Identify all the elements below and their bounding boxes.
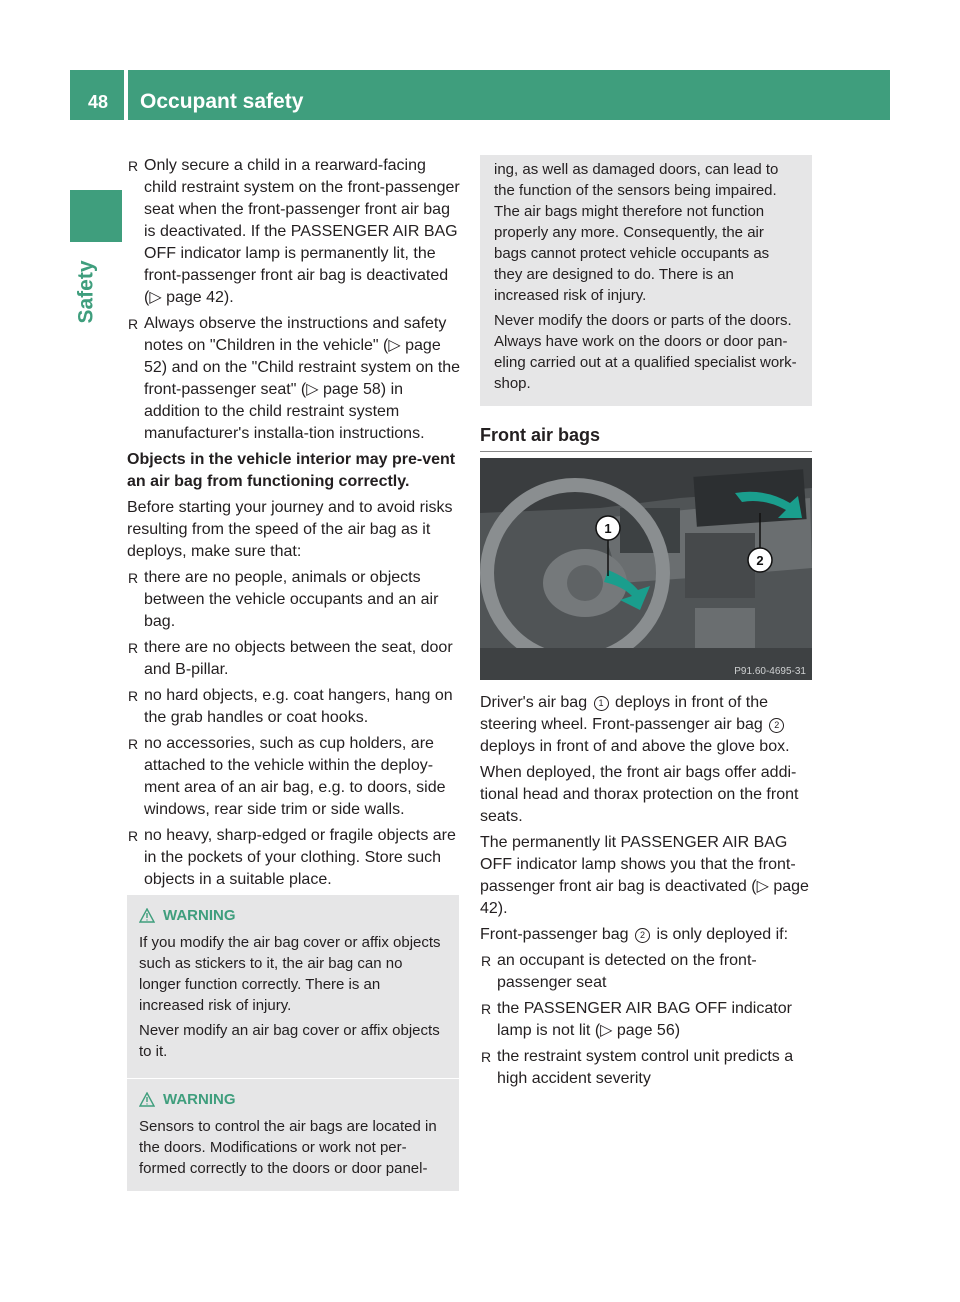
bullet-marker: R <box>128 828 139 844</box>
dashboard-illustration-icon <box>480 458 812 680</box>
list-item <box>127 825 461 891</box>
side-tab-label: Safety <box>74 260 98 324</box>
warning-text: ing, as well as damaged doors, can lead to the function of the sensors being impaired. The air bags might therefore not function properly any more. Consequently, the air bags cannot protect vehicle occupants as they are designed to do. There is an increased risk of injury. <box>494 161 779 304</box>
list-item <box>127 155 461 309</box>
list-item-text: no hard objects, e.g. coat hangers, hang on the grab handles or coat hooks. <box>144 687 453 726</box>
list-item <box>480 950 812 994</box>
warning-title: WARNING <box>163 1091 236 1108</box>
warning-header <box>139 1089 445 1110</box>
list-item-text: the restraint system control unit predicts a high accident severity <box>497 1048 794 1087</box>
text-span: deploys in front of the steering wheel. Front-passenger air bag <box>480 694 768 733</box>
chapter-title: Occupant safety <box>140 90 304 113</box>
left-column <box>127 155 461 895</box>
list-item-text: an occupant is detected on the front-passenger seat <box>497 952 757 991</box>
list-item-text: Always observe the instructions and safety notes on "Children in the vehicle" (▷ page 52) and on the "Child restraint system on the front-passenger seat" (▷ page 58) in addition to the child restraint system manufacturer's installa-tion instructions. <box>144 315 461 442</box>
callout-2: 2 <box>756 553 764 568</box>
warning-triangle-icon <box>139 908 155 923</box>
text-span: Front-passenger bag <box>480 926 629 943</box>
bullet-marker: R <box>481 1001 492 1017</box>
list-item-text: no heavy, sharp-edged or fragile objects are in the pockets of your clothing. Store such objects in a suitable place. <box>144 827 456 888</box>
right-column <box>480 692 812 1094</box>
page-number-block <box>70 70 124 120</box>
bullet-marker: R <box>481 953 492 969</box>
list-item-text: Only secure a child in a rearward-facing child restraint system on the front-passenger seat when the front-passenger front air bag is deactivated. If the PASSENGER AIR BAG OFF indicator lamp is permanently lit, the front-passenger front air bag is deactivated (▷ page 42). <box>144 157 460 306</box>
callout-2-symbol: 2 <box>635 928 650 943</box>
air-bag-illustration <box>480 458 812 680</box>
bullet-list <box>480 950 812 1090</box>
bullet-marker: R <box>128 688 139 704</box>
bullet-list <box>127 567 461 891</box>
bullet-list-top <box>127 155 461 445</box>
list-item-text: no accessories, such as cup holders, are attached to the vehicle within the deploy-ment area of an air bag, e.g. to doors, side windows, rear side trim or side walls. <box>144 735 446 818</box>
warning-triangle-icon <box>139 1092 155 1107</box>
warning-box <box>127 1079 459 1191</box>
warning-title: WARNING <box>163 907 236 924</box>
list-item <box>127 685 461 729</box>
bullet-marker: R <box>128 570 139 586</box>
warning-text: Never modify the doors or parts of the doors. Always have work on the doors or door pan-eling carried out at a qualified specialist work-shop. <box>494 312 797 392</box>
section-title: Front air bags <box>480 425 812 452</box>
list-item-text: the PASSENGER AIR BAG OFF indicator lamp is not lit (▷ page 56) <box>497 1000 792 1039</box>
bullet-marker: R <box>128 640 139 656</box>
callout-2-symbol: 2 <box>769 718 784 733</box>
side-tab <box>74 255 114 339</box>
callout-1-symbol: 1 <box>594 696 609 711</box>
list-item <box>127 733 461 821</box>
bold-heading: Objects in the vehicle interior may pre-vent an air bag from functioning correctly. <box>127 451 456 490</box>
text-span: deploys in front of and above the glove box. <box>480 738 790 755</box>
text-span: Driver's air bag <box>480 694 588 711</box>
list-item <box>127 313 461 445</box>
side-tab-marker <box>70 190 122 242</box>
paragraph: The permanently lit PASSENGER AIR BAG OFF indicator lamp shows you that the front-passenger front air bag is deactivated (▷ page 42). <box>480 834 809 917</box>
bullet-marker: R <box>481 1049 492 1065</box>
bullet-marker: R <box>128 158 139 174</box>
chapter-header <box>128 70 890 120</box>
page-number: 48 <box>88 92 109 112</box>
paragraph <box>480 924 812 946</box>
intro-paragraph: Before starting your journey and to avoid risks resulting from the speed of the air bag as it deploys, make sure that: <box>127 499 453 560</box>
warning-header <box>139 905 445 926</box>
figure-code: P91.60-4695-31 <box>734 666 806 677</box>
warning-text: If you modify the air bag cover or affix objects such as stickers to it, the air bag can no longer function correctly. There is an increased risk of injury. <box>139 934 441 1014</box>
list-item <box>127 567 461 633</box>
bullet-marker: R <box>128 316 139 332</box>
callout-1: 1 <box>604 521 612 536</box>
text-span: is only deployed if: <box>656 926 789 943</box>
list-item <box>480 1046 812 1090</box>
warning-text: Never modify an air bag cover or affix objects to it. <box>139 1022 440 1060</box>
list-item-text: there are no objects between the seat, door and B-pillar. <box>144 639 453 678</box>
paragraph <box>480 692 812 758</box>
list-item-text: there are no people, animals or objects between the vehicle occupants and an air bag. <box>144 569 439 630</box>
warning-box-continued <box>480 155 812 406</box>
bullet-marker: R <box>128 736 139 752</box>
warning-text: Sensors to control the air bags are located in the doors. Modifications or work not per-formed correctly to the doors or door panel- <box>139 1118 437 1177</box>
paragraph: When deployed, the front air bags offer addi-tional head and thorax protection on the front seats. <box>480 764 799 825</box>
warning-box <box>127 895 459 1078</box>
list-item <box>127 637 461 681</box>
list-item <box>480 998 812 1042</box>
